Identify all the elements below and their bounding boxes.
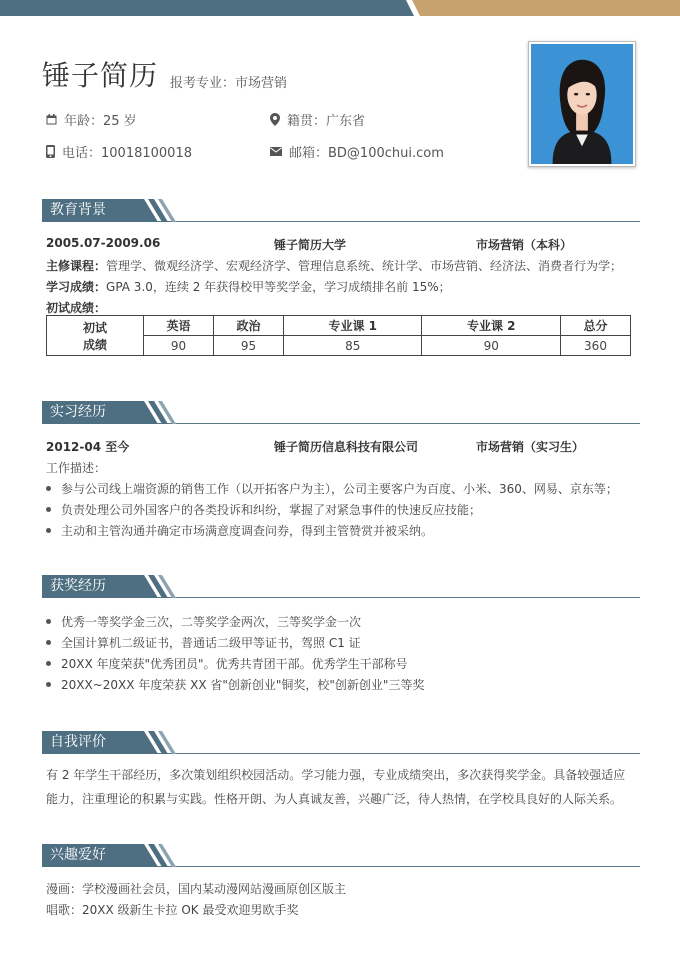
header-stripe-decor <box>130 199 200 222</box>
top-decor-bar <box>0 0 680 16</box>
edu-courses <box>46 257 622 274</box>
location-pin-icon <box>270 113 280 126</box>
list-item <box>46 655 408 672</box>
table-row <box>47 316 631 336</box>
hobby-item: 唱歌：20XX 级新生卡拉 OK 最受欢迎男欧手奖 <box>46 903 299 917</box>
awards-section-title: 获奖经历 <box>42 575 130 598</box>
gpa-text: GPA 3.0，连续 2 年获得校甲等奖学金，学习成绩排名前 15%； <box>106 280 451 294</box>
courses-label: 主修课程： <box>46 259 107 273</box>
list-item <box>46 522 433 539</box>
education-section-title: 教育背景 <box>42 199 130 222</box>
age-info <box>46 110 137 129</box>
header-stripe-decor <box>130 844 200 867</box>
self-eval-section-title: 自我评价 <box>42 731 130 754</box>
edu-gpa <box>46 278 451 295</box>
hobbies-section-title: 兴趣爱好 <box>42 844 130 867</box>
list-item-text: 全国计算机二级证书，普通话二级甲等证书，驾照 C1 证 <box>61 636 361 650</box>
internship-section-header <box>42 401 640 427</box>
edu-degree: 市场营销（本科） <box>476 238 573 252</box>
list-item-text: 20XX~20XX 年度荣获 XX 省"创新创业"铜奖，校"创新创业"三等奖 <box>61 678 425 692</box>
hobby-item: 漫画：学校漫画社会员，国内某动漫网站漫画原创区版主 <box>46 882 347 896</box>
table-row-label <box>47 316 144 356</box>
header-stripe-decor <box>130 401 200 424</box>
list-item <box>46 480 618 497</box>
awards-section-header <box>42 575 640 601</box>
exam-scores-label: 初试成绩： <box>46 301 107 315</box>
intern-company: 锤子简历信息科技有限公司 <box>274 440 419 454</box>
self-eval-section-header <box>42 731 640 757</box>
list-item-text: 参与公司线上端资源的销售工作（以开拓客户为主），公司主要客户为百度、小米、360、网易、京东等； <box>61 482 618 496</box>
list-item <box>46 676 424 693</box>
edu-period: 2005.07-2009.06 <box>46 236 161 250</box>
hometown-info <box>270 110 365 129</box>
row-label-line2: 成绩 <box>82 337 107 352</box>
intern-period: 2012-04 至今 <box>46 440 130 454</box>
intern-desc-label: 工作描述： <box>46 461 107 475</box>
hobbies-section-header <box>42 844 640 870</box>
score-cell: 90 <box>422 336 561 356</box>
profile-photo <box>528 41 636 167</box>
age-text: 年龄：25 岁 <box>64 114 137 129</box>
calendar-icon <box>46 114 57 125</box>
education-section-header <box>42 199 640 225</box>
target-major: 报考专业：市场营销 <box>170 76 288 91</box>
portrait-image <box>531 44 633 164</box>
exam-scores-table <box>46 315 631 356</box>
list-item-text: 优秀一等奖学金三次，二等奖学金两次，三等奖学金一次 <box>61 615 362 629</box>
resume-name: 锤子简历 <box>42 59 159 92</box>
internship-section-title: 实习经历 <box>42 401 130 424</box>
hometown-text: 籍贯：广东省 <box>287 114 366 129</box>
score-cell: 90 <box>144 336 214 356</box>
intern-role: 市场营销（实习生） <box>476 440 585 454</box>
subject-header: 英语 <box>144 316 214 336</box>
list-item-text: 主动和主管沟通并确定市场满意度调查问券，得到主管赞赏并被采纳。 <box>61 524 434 538</box>
score-cell: 85 <box>283 336 422 356</box>
phone-text: 电话：10018100018 <box>62 146 192 161</box>
self-eval-text: 有 2 年学生干部经历，多次策划组织校园活动。学习能力强，专业成绩突出，多次获得奖学金。具备较强适应能力，注重理论的积累与实践。性格开朗、为人真诚友善，兴趣广泛，待人热情，在学校具良好的人际关系。 <box>46 768 626 806</box>
envelope-icon <box>270 147 282 156</box>
courses-text: 管理学、微观经济学、宏观经济学、管理信息系统、统计学、市场营销、经济法、消费者行为学； <box>106 259 623 273</box>
email-text: 邮箱：BD@100chui.com <box>289 146 444 161</box>
subject-header: 总分 <box>561 316 631 336</box>
subject-header: 专业课 2 <box>422 316 561 336</box>
row-label-line1: 初试 <box>82 320 107 335</box>
subject-header: 专业课 1 <box>283 316 422 336</box>
gpa-label: 学习成绩： <box>46 280 107 294</box>
subject-header: 政治 <box>213 316 283 336</box>
header-stripe-decor <box>130 731 200 754</box>
edu-school: 锤子简历大学 <box>274 238 347 252</box>
phone-info <box>46 142 192 161</box>
header-stripe-decor <box>130 575 200 598</box>
list-item-text: 20XX 年度荣获"优秀团员"。优秀共青团干部。优秀学生干部称号 <box>61 657 408 671</box>
list-item-text: 负责处理公司外国客户的各类投诉和纠纷，掌握了对紧急事件的快速反应技能； <box>61 503 482 517</box>
list-item <box>46 634 361 651</box>
list-item <box>46 501 481 518</box>
score-cell: 360 <box>561 336 631 356</box>
list-item <box>46 613 361 630</box>
score-cell: 95 <box>213 336 283 356</box>
mobile-phone-icon <box>46 145 55 158</box>
email-info <box>270 142 444 161</box>
